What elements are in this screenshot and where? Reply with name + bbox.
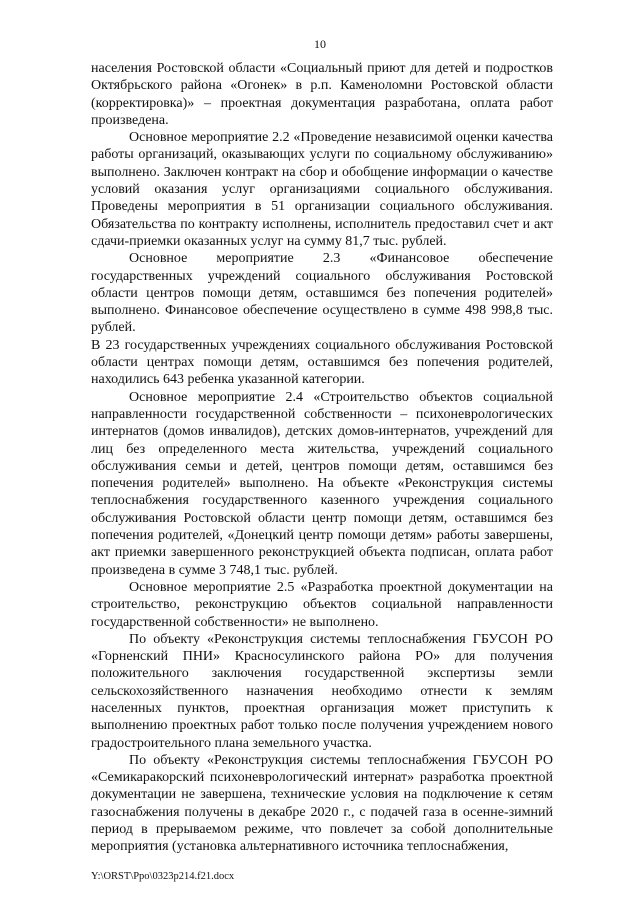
paragraph: Основное мероприятие 2.2 «Проведение независимой оценки качества работы организаций, оказывающих услуги по социальному обслуживанию» выполнено. Заключен контракт на сбор и обобщение информации о качестве условий оказания услуг организациями социального обслуживания. Проведены мероприятия в 51 организации социального обслуживания. Обязательства по контракту исполнены, исполнитель предоставил счет и акт сдачи-приемки оказанных услуг на сумму 81,7 тыс. рублей. <box>91 130 553 249</box>
paragraph: населения Ростовской области «Социальный приют для детей и подростков Октябрьского района «Огонек» в р.п. Каменоломни Ростовской области (корректировка)» – проектная документация разработана, оплата работ произведена. <box>91 61 553 128</box>
paragraph: Основное мероприятие 2.3 «Финансовое обеспечение государственных учреждений социального обслуживания Ростовской области центров помощи детям, оставшимся без попечения родителей» выполнено. Финансовое обеспечение осуществлено в сумме 498 998,8 тыс. рублей. <box>91 251 553 336</box>
paragraph: Основное мероприятие 2.4 «Строительство объектов социальной направленности государственной собственности – психоневрологических интернатов (домов инвалидов), детских домов-интернатов, учреждений для лиц без определенного места жительства, учреждений социального обслуживания семьи и детей, центров помощи детям, оставшимся без попечения родителей» выполнено. На объекте «Реконструкция системы теплоснабжения государственного казенного учреждения социального обслуживания Ростовской области центр помощи детям, оставшимся без попечения родителей, «Донецкий центр помощи детям» работы завершены, акт приемки завершенного реконструкцией объекта подписан, оплата работ произведена в сумме 3 748,1 тыс. рублей. <box>91 389 553 578</box>
paragraph: В 23 государственных учреждениях социального обслуживания Ростовской области центрах помощи детям, оставшимся без попечения родителей, находились 643 ребенка указанной категории. <box>91 337 553 388</box>
body-text <box>91 60 553 856</box>
file-path-footer: Y:\ORST\Ppo\0323p214.f21.docx <box>91 871 235 882</box>
paragraph: Основное мероприятие 2.5 «Разработка проектной документации на строительство, реконструкцию объектов социальной направленности государственной собственности» не выполнено. <box>91 579 553 630</box>
page-number: 10 <box>314 37 326 51</box>
paragraph: По объекту «Реконструкция системы теплоснабжения ГБУСОН РО «Семикаракорский психоневрологический интернат» разработка проектной документации не завершена, технические условия на подключение к сетям газоснабжения получены в декабре 2020 г., с подачей газа в осенне-зимний период в прерываемом режиме, что повлечет за собой дополнительные мероприятия (установка альтернативного источника теплоснабжения, <box>91 752 553 855</box>
paragraph: По объекту «Реконструкция системы теплоснабжения ГБУСОН РО «Горненский ПНИ» Красносулинского района РО» для получения положительного заключения государственной экспертизы земли сельскохозяйственного назначения необходимо отнести к землям населенных пунктов, проектная организация может приступить к выполнению проектных работ только после получения учреждением нового градостроительного плана земельного участка. <box>91 631 553 751</box>
